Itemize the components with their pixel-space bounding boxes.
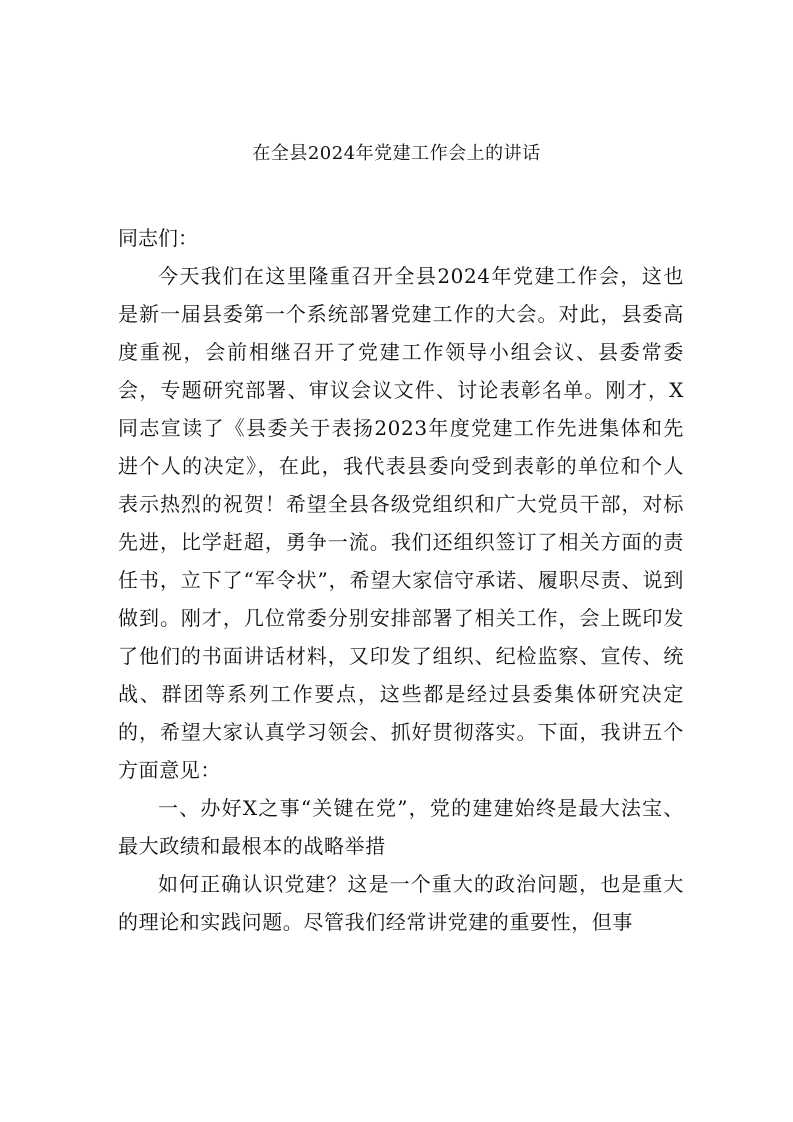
paragraph-section-1: 如何正确认识党建？这是一个重大的政治问题，也是重大的理论和实践问题。尽管我们经常讲党建的重要性，但事 (118, 872, 684, 934)
salutation: 同志们： (118, 226, 198, 250)
section-heading-1: 一、办好X之事“关键在党”，党的建建始终是最大法宝、最大政绩和最根本的战略举措 (118, 796, 684, 858)
paragraph-opening: 今天我们在这里隆重召开全县2024年党建工作会，这也是新一届县委第一个系统部署党建工作的大会。对此，县委高度重视，会前相继召开了党建工作领导小组会议、县委常委会，专题研究部署、审议会议文件、讨论表彰名单。刚才，X同志宣读了《县委关于表扬2023年度党建工作先进集体和先进个人的决定》，在此，我代表县委向受到表彰的单位和个人表示热烈的祝贺！希望全县各级党组织和广大党员干部，对标先进，比学赶超，勇争一流。我们还组织签订了相关方面的责任书，立下了“军令状”，希望大家信守承诺、履职尽责、说到做到。刚才，几位常委分别安排部署了相关工作，会上既印发了他们的书面讲话材料，又印发了组织、纪检监察、宣传、统战、群团等系列工作要点，这些都是经过县委集体研究决定的，希望大家认真学习领会、抓好贯彻落实。下面，我讲五个方面意见： (118, 264, 684, 782)
document-body (118, 219, 684, 941)
document-title: 在全县2024年党建工作会上的讲话 (252, 143, 541, 164)
